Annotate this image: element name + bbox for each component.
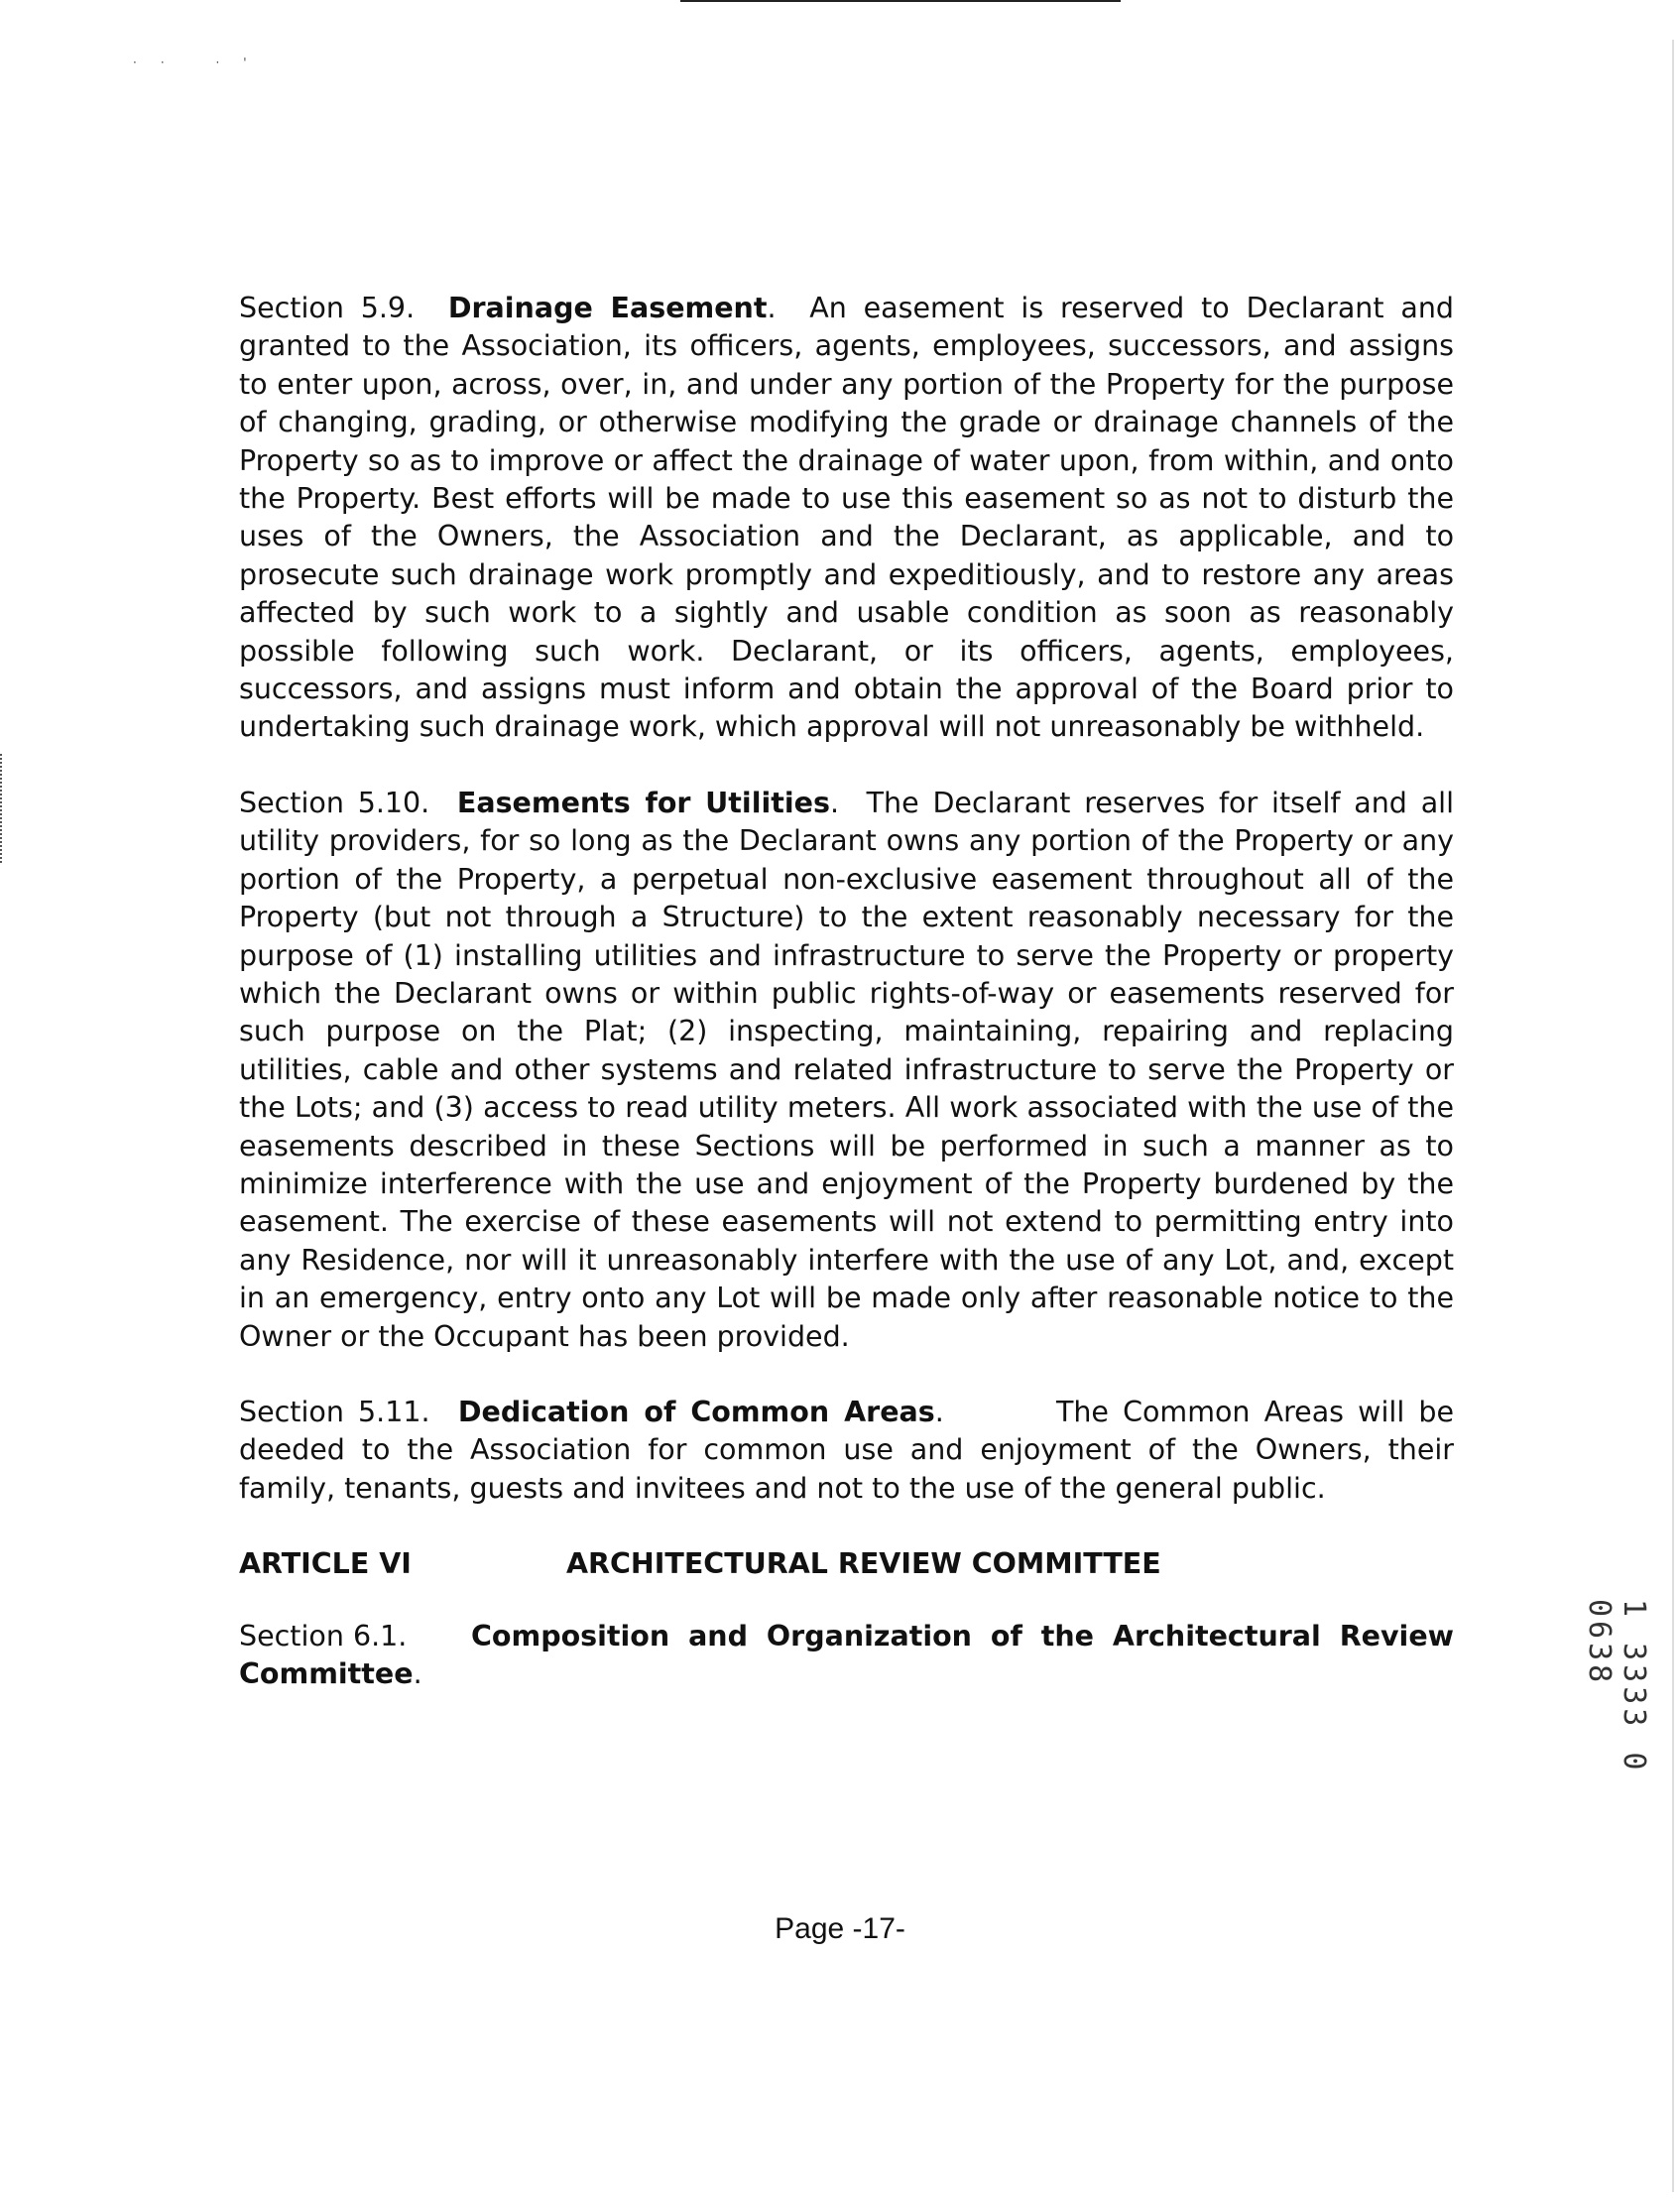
section-number: Section 6.1.: [239, 1619, 408, 1652]
scan-right-edge: [1672, 40, 1674, 2192]
article-number: ARTICLE VI: [239, 1547, 412, 1581]
document-body: [239, 290, 1454, 1693]
page-number: Page -17-: [775, 1912, 905, 1945]
section-number: Section 5.10.: [239, 786, 430, 819]
section-6-1: Section 6.1. Composition and Organization of the Architectural Review Committee.: [239, 1619, 1454, 1690]
section-body: An easement is reserved to Declarant and granted to the Association, its officers, agents, employees, successors, and assigns to enter upon, across, over, in, and under any portion of the Property for the purpose of changing, grading, or otherwise modifying the grade or drainage channels of the Property so as to improve or affect the drainage of water upon, from within, and onto the Property. Best efforts will be made to use this easement so as not to disturb the uses of the Owners, the Association and the Declarant, as applicable, and to prosecute such drainage work promptly and expeditiously, and to restore any areas affected by such work to a sightly and usable condition as soon as reasonably possible following such work. Declarant, or its officers, agents, employees, successors, and assigns must inform and obtain the approval of the Board prior to undertaking such drainage work, which approval will not unreasonably be withheld.: [239, 292, 1454, 744]
section-heading: Dedication of Common Areas: [457, 1395, 935, 1428]
scan-top-border: [680, 0, 1121, 2]
section-body: The Common Areas will be deeded to the Association for common use and enjoyment of the Owners, their family, tenants, guests and invitees and not to the use of the general public.: [239, 1395, 1455, 1505]
section-5-10: Section 5.10. Easements for Utilities. The Declarant reserves for itself and all utility providers, for so long as the Declarant owns any portion of the Property or any portion of the Property, a perpetual non-exclusive easement throughout all of the Property (but not through a Structure) to the extent reasonably necessary for the purpose of (1) installing utilities and infrastructure to serve the Property or property which the Declarant owns or within public rights-of-way or easements reserved for such purpose on the Plat; (2) inspecting, maintaining, repairing and replacing utilities, cable and other systems and related infrastructure to serve the Property or the Lots; and (3) access to read utility meters. All work associated with the use of the easements described in these Sections will be performed in such a manner as to minimize interference with the use and enjoyment of the Property burdened by the easement. The exercise of these easements will not extend to permitting entry into any Residence, nor will it unreasonably interfere with the use of any Lot, and, except in an emergency, entry onto any Lot will be made only after reasonable notice to the Owner or the Occupant has been provided.: [239, 786, 1455, 1353]
section-heading: Easements for Utilities: [456, 786, 830, 819]
recording-stamp: 1 3333 0 0638: [1582, 1599, 1651, 1774]
article-title: ARCHITECTURAL REVIEW COMMITTEE: [566, 1547, 1161, 1581]
section-number: Section 5.11.: [239, 1395, 430, 1428]
section-heading: Drainage Easement: [447, 292, 768, 324]
scan-specks: ·· ·': [133, 56, 271, 69]
section-number: Section 5.9.: [239, 292, 416, 324]
scan-left-marks: [0, 754, 5, 863]
section-body: The Declarant reserves for itself and all utility providers, for so long as the Declarant owns any portion of the Property or any portion of the Property, a perpetual non-exclusive easement throughout all of the Property (but not through a Structure) to the extent reasonably necessary for the purpose of (1) installing utilities and infrastructure to serve the Property or property which the Declarant owns or within public rights-of-way or easements reserved for such purpose on the Plat; (2) inspecting, maintaining, repairing and replacing utilities, cable and other systems and related infrastructure to serve the Property or the Lots; and (3) access to read utility meters. All work associated with the use of the easements described in these Sections will be performed in such a manner as to minimize interference with the use and enjoyment of the Property burdened by the easement. The exercise of these easements will not extend to permitting entry into any Residence, nor will it unreasonably interfere with the use of any Lot, and, except in an emergency, entry onto any Lot will be made only after reasonable notice to the Owner or the Occupant has been provided.: [239, 786, 1455, 1353]
section-5-9: Section 5.9. Drainage Easement. An easement is reserved to Declarant and granted to the Association, its officers, agents, employees, successors, and assigns to enter upon, across, over, in, and under any portion of the Property for the purpose of changing, grading, or otherwise modifying the grade or drainage channels of the Property so as to improve or affect the drainage of water upon, from within, and onto the Property. Best efforts will be made to use this easement so as not to disturb the uses of the Owners, the Association and the Declarant, as applicable, and to prosecute such drainage work promptly and expeditiously, and to restore any areas affected by such work to a sightly and usable condition as soon as reasonably possible following such work. Declarant, or its officers, agents, employees, successors, and assigns must inform and obtain the approval of the Board prior to undertaking such drainage work, which approval will not unreasonably be withheld.: [239, 292, 1454, 744]
article-heading: [239, 1545, 1454, 1583]
section-heading: Composition and Organization of the Architectural Review Committee: [239, 1619, 1454, 1690]
section-5-11: Section 5.11. Dedication of Common Areas. The Common Areas will be deeded to the Association for common use and enjoyment of the Owners, their family, tenants, guests and invitees and not to the use of the general public.: [239, 1395, 1455, 1505]
